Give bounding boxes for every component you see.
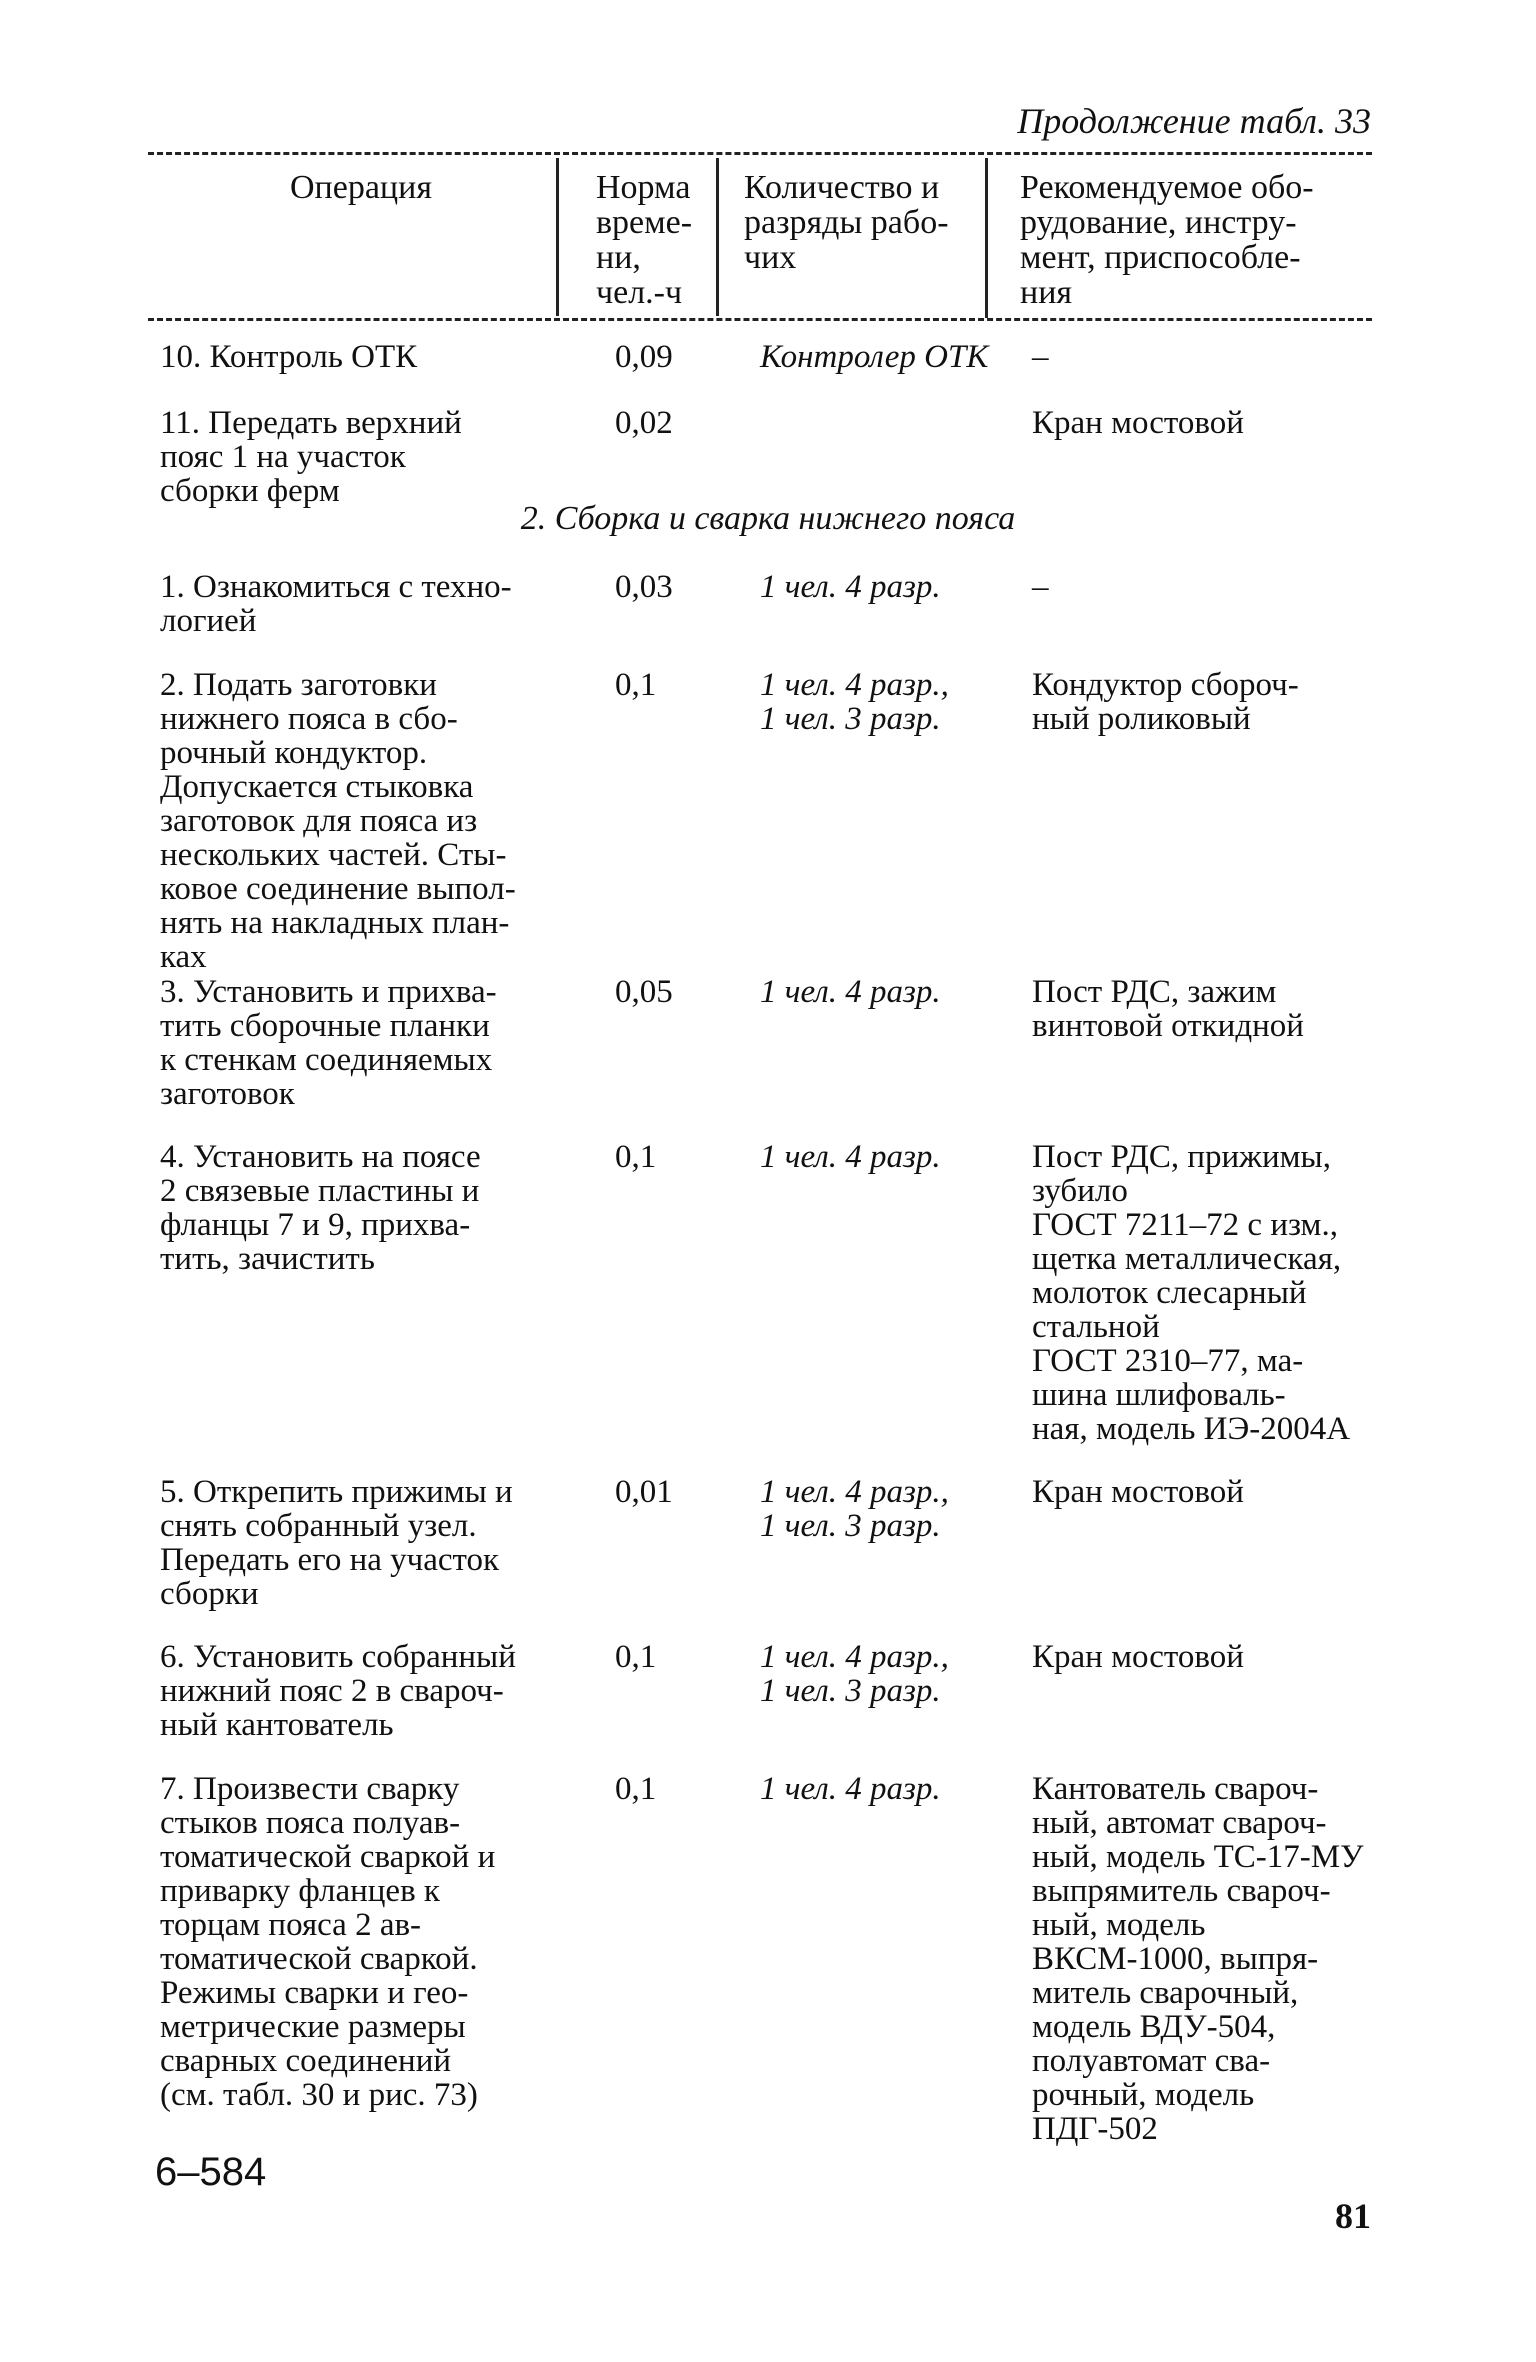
header-norm-line: чел.-ч bbox=[596, 274, 683, 311]
workers-cell-line: 1 чел. 4 разр. bbox=[760, 1771, 941, 1807]
workers-cell-line: 1 чел. 4 разр., bbox=[760, 1639, 949, 1675]
operation-cell-line: 10. Контроль ОТК bbox=[160, 339, 418, 375]
operation-cell-line: заготовок bbox=[160, 1076, 295, 1112]
header-equipment-line: мент, приспособле- bbox=[1020, 239, 1301, 276]
equipment-cell-line: ный, модель ТС-17-МУ bbox=[1032, 1839, 1364, 1875]
table-continuation-caption: Продолжение табл. 33 bbox=[1017, 101, 1371, 141]
norm-cell: 0,09 bbox=[615, 339, 673, 375]
operation-cell-line: 6. Установить собранный bbox=[160, 1639, 516, 1675]
equipment-cell-line: ГОСТ 7211–72 с изм., bbox=[1032, 1207, 1338, 1243]
header-equipment-line: ния bbox=[1020, 274, 1073, 311]
equipment-cell-line: модель ВДУ-504, bbox=[1032, 2009, 1276, 2045]
section-title: 2. Сборка и сварка нижнего пояса bbox=[520, 500, 1016, 537]
operation-cell-line: снять собранный узел. bbox=[160, 1508, 477, 1544]
equipment-cell bbox=[1032, 406, 1387, 440]
equipment-cell-line: ный роликовый bbox=[1032, 701, 1251, 737]
header-norm-line: време- bbox=[596, 204, 693, 241]
norm-cell: 0,01 bbox=[615, 1474, 673, 1510]
header-equipment-line: Рекомендуемое обо- bbox=[1020, 169, 1314, 206]
header-norm bbox=[596, 170, 692, 310]
column-divider bbox=[985, 158, 988, 318]
header-norm-line: Норма bbox=[596, 169, 691, 206]
operation-cell bbox=[160, 406, 580, 508]
operation-cell-line: стыков пояса полуав- bbox=[160, 1805, 461, 1841]
operation-cell-line: томатической сваркой. bbox=[160, 1941, 478, 1977]
operation-cell bbox=[160, 1772, 580, 2112]
operation-cell-line: торцам пояса 2 ав- bbox=[160, 1907, 422, 1943]
operation-cell bbox=[160, 340, 580, 374]
norm-cell: 0,1 bbox=[615, 1771, 657, 1807]
operation-cell-line: нять на накладных план- bbox=[160, 905, 510, 941]
equipment-cell-line: Кантователь свароч- bbox=[1032, 1771, 1319, 1807]
norm-cell: 0,05 bbox=[615, 974, 673, 1010]
operation-cell-line: 1. Ознакомиться с техно- bbox=[160, 569, 512, 605]
header-bottom-rule bbox=[148, 318, 1372, 321]
norm-cell: 0,1 bbox=[615, 1139, 657, 1175]
equipment-cell-line: ная, модель ИЭ-2004А bbox=[1032, 1411, 1351, 1447]
equipment-cell bbox=[1032, 1640, 1387, 1674]
workers-cell-line: 1 чел. 3 разр. bbox=[760, 701, 941, 737]
operation-cell-line: 4. Установить на поясе bbox=[160, 1139, 481, 1175]
norm-cell: 0,1 bbox=[615, 667, 657, 703]
operation-cell bbox=[160, 975, 580, 1111]
equipment-cell-line: ПДГ-502 bbox=[1032, 2111, 1158, 2147]
equipment-cell-line: Пост РДС, прижимы, bbox=[1032, 1139, 1331, 1175]
operation-cell-line: нескольких частей. Сты- bbox=[160, 837, 507, 873]
operation-cell-line: к стенкам соединяемых bbox=[160, 1042, 493, 1078]
operation-cell-line: логией bbox=[160, 603, 257, 639]
column-divider bbox=[716, 158, 719, 316]
equipment-cell-line: винтовой откидной bbox=[1032, 1008, 1304, 1044]
header-workers-line: разряды рабо- bbox=[744, 204, 949, 241]
header-workers-line: чих bbox=[744, 239, 797, 276]
operation-cell bbox=[160, 1640, 580, 1742]
header-equipment-line: рудование, инстру- bbox=[1020, 204, 1297, 241]
equipment-cell-line: Кондуктор сбороч- bbox=[1032, 667, 1299, 703]
equipment-cell bbox=[1032, 340, 1387, 374]
operation-cell-line: 5. Открепить прижимы и bbox=[160, 1474, 513, 1510]
equipment-cell-line: – bbox=[1032, 339, 1049, 375]
header-workers bbox=[744, 170, 949, 275]
workers-cell-line: 1 чел. 4 разр. bbox=[760, 1139, 941, 1175]
equipment-cell-line: рочный, модель bbox=[1032, 2077, 1255, 2113]
equipment-cell-line: зубило bbox=[1032, 1173, 1128, 1209]
equipment-cell-line: щетка металлическая, bbox=[1032, 1241, 1342, 1277]
operation-cell-line: Допускается стыковка bbox=[160, 769, 474, 805]
operation-cell-line: 11. Передать верхний bbox=[160, 405, 462, 441]
equipment-cell-line: молоток слесарный bbox=[1032, 1275, 1307, 1311]
equipment-cell-line: Кран мостовой bbox=[1032, 405, 1244, 441]
header-operation: Операция bbox=[290, 169, 432, 206]
operation-cell-line: фланцы 7 и 9, прихва- bbox=[160, 1207, 471, 1243]
equipment-cell bbox=[1032, 975, 1387, 1043]
operation-cell-line: тить сборочные планки bbox=[160, 1008, 490, 1044]
equipment-cell bbox=[1032, 1140, 1387, 1446]
operation-cell-line: сборки bbox=[160, 1576, 259, 1612]
operation-cell-line: сборки ферм bbox=[160, 473, 340, 509]
equipment-cell-line: Кран мостовой bbox=[1032, 1639, 1244, 1675]
norm-cell: 0,1 bbox=[615, 1639, 657, 1675]
norm-cell: 0,02 bbox=[615, 405, 673, 441]
operation-cell bbox=[160, 570, 580, 638]
operation-cell-line: ковое соединение выпол- bbox=[160, 871, 516, 907]
operation-cell-line: рочный кондуктор. bbox=[160, 735, 428, 771]
equipment-cell-line: Пост РДС, зажим bbox=[1032, 974, 1277, 1010]
equipment-cell-line: выпрямитель свароч- bbox=[1032, 1873, 1331, 1909]
workers-cell-line: Контролер ОТК bbox=[760, 339, 989, 375]
operation-cell bbox=[160, 1475, 580, 1611]
equipment-cell-line: полуавтомат сва- bbox=[1032, 2043, 1271, 2079]
operation-cell-line: Передать его на участок bbox=[160, 1542, 500, 1578]
operation-cell-line: 2 связевые пластины и bbox=[160, 1173, 480, 1209]
column-divider bbox=[556, 158, 559, 316]
equipment-cell-line: шина шлифоваль- bbox=[1032, 1377, 1286, 1413]
workers-cell-line: 1 чел. 3 разр. bbox=[760, 1508, 941, 1544]
equipment-cell-line: ВКСМ-1000, выпря- bbox=[1032, 1941, 1319, 1977]
operation-cell-line: 3. Установить и прихва- bbox=[160, 974, 497, 1010]
workers-cell-line: 1 чел. 4 разр., bbox=[760, 667, 949, 703]
operation-cell-line: пояс 1 на участок bbox=[160, 439, 406, 475]
workers-cell-line: 1 чел. 4 разр. bbox=[760, 974, 941, 1010]
norm-cell: 0,03 bbox=[615, 569, 673, 605]
operation-cell-line: 7. Произвести сварку bbox=[160, 1771, 460, 1807]
operation-cell-line: 2. Подать заготовки bbox=[160, 667, 437, 703]
equipment-cell-line: – bbox=[1032, 569, 1049, 605]
operation-cell-line: нижний пояс 2 в свароч- bbox=[160, 1673, 504, 1709]
equipment-cell-line: ГОСТ 2310–77, ма- bbox=[1032, 1343, 1304, 1379]
equipment-cell-line: ный, модель bbox=[1032, 1907, 1206, 1943]
equipment-cell-line: митель сварочный, bbox=[1032, 1975, 1299, 2011]
header-norm-line: ни, bbox=[596, 239, 641, 276]
equipment-cell-line: ный, автомат свароч- bbox=[1032, 1805, 1327, 1841]
header-equipment bbox=[1020, 170, 1314, 310]
workers-cell-line: 1 чел. 3 разр. bbox=[760, 1673, 941, 1709]
equipment-cell bbox=[1032, 668, 1387, 736]
equipment-cell-line: Кран мостовой bbox=[1032, 1474, 1244, 1510]
operation-cell-line: сварных соединений bbox=[160, 2043, 452, 2079]
operation-cell bbox=[160, 668, 580, 974]
page-number: 81 bbox=[1335, 2196, 1371, 2236]
operation-cell-line: ках bbox=[160, 939, 207, 975]
workers-cell-line: 1 чел. 4 разр. bbox=[760, 569, 941, 605]
footer-code: 6–584 bbox=[155, 2150, 267, 2194]
operation-cell-line: нижнего пояса в сбо- bbox=[160, 701, 458, 737]
operation-cell-line: (см. табл. 30 и рис. 73) bbox=[160, 2077, 478, 2113]
header-top-rule bbox=[148, 152, 1372, 155]
equipment-cell bbox=[1032, 570, 1387, 604]
operation-cell-line: приварку фланцев к bbox=[160, 1873, 440, 1909]
operation-cell-line: метрические размеры bbox=[160, 2009, 466, 2045]
operation-cell-line: заготовок для пояса из bbox=[160, 803, 478, 839]
header-workers-line: Количество и bbox=[744, 169, 940, 206]
operation-cell-line: томатической сваркой и bbox=[160, 1839, 496, 1875]
operation-cell-line: тить, зачистить bbox=[160, 1241, 375, 1277]
equipment-cell-line: стальной bbox=[1032, 1309, 1160, 1345]
operation-cell-line: Режимы сварки и гео- bbox=[160, 1975, 469, 2011]
workers-cell-line: 1 чел. 4 разр., bbox=[760, 1474, 949, 1510]
equipment-cell bbox=[1032, 1772, 1387, 2146]
operation-cell-line: ный кантователь bbox=[160, 1707, 394, 1743]
operation-cell bbox=[160, 1140, 580, 1276]
equipment-cell bbox=[1032, 1475, 1387, 1509]
